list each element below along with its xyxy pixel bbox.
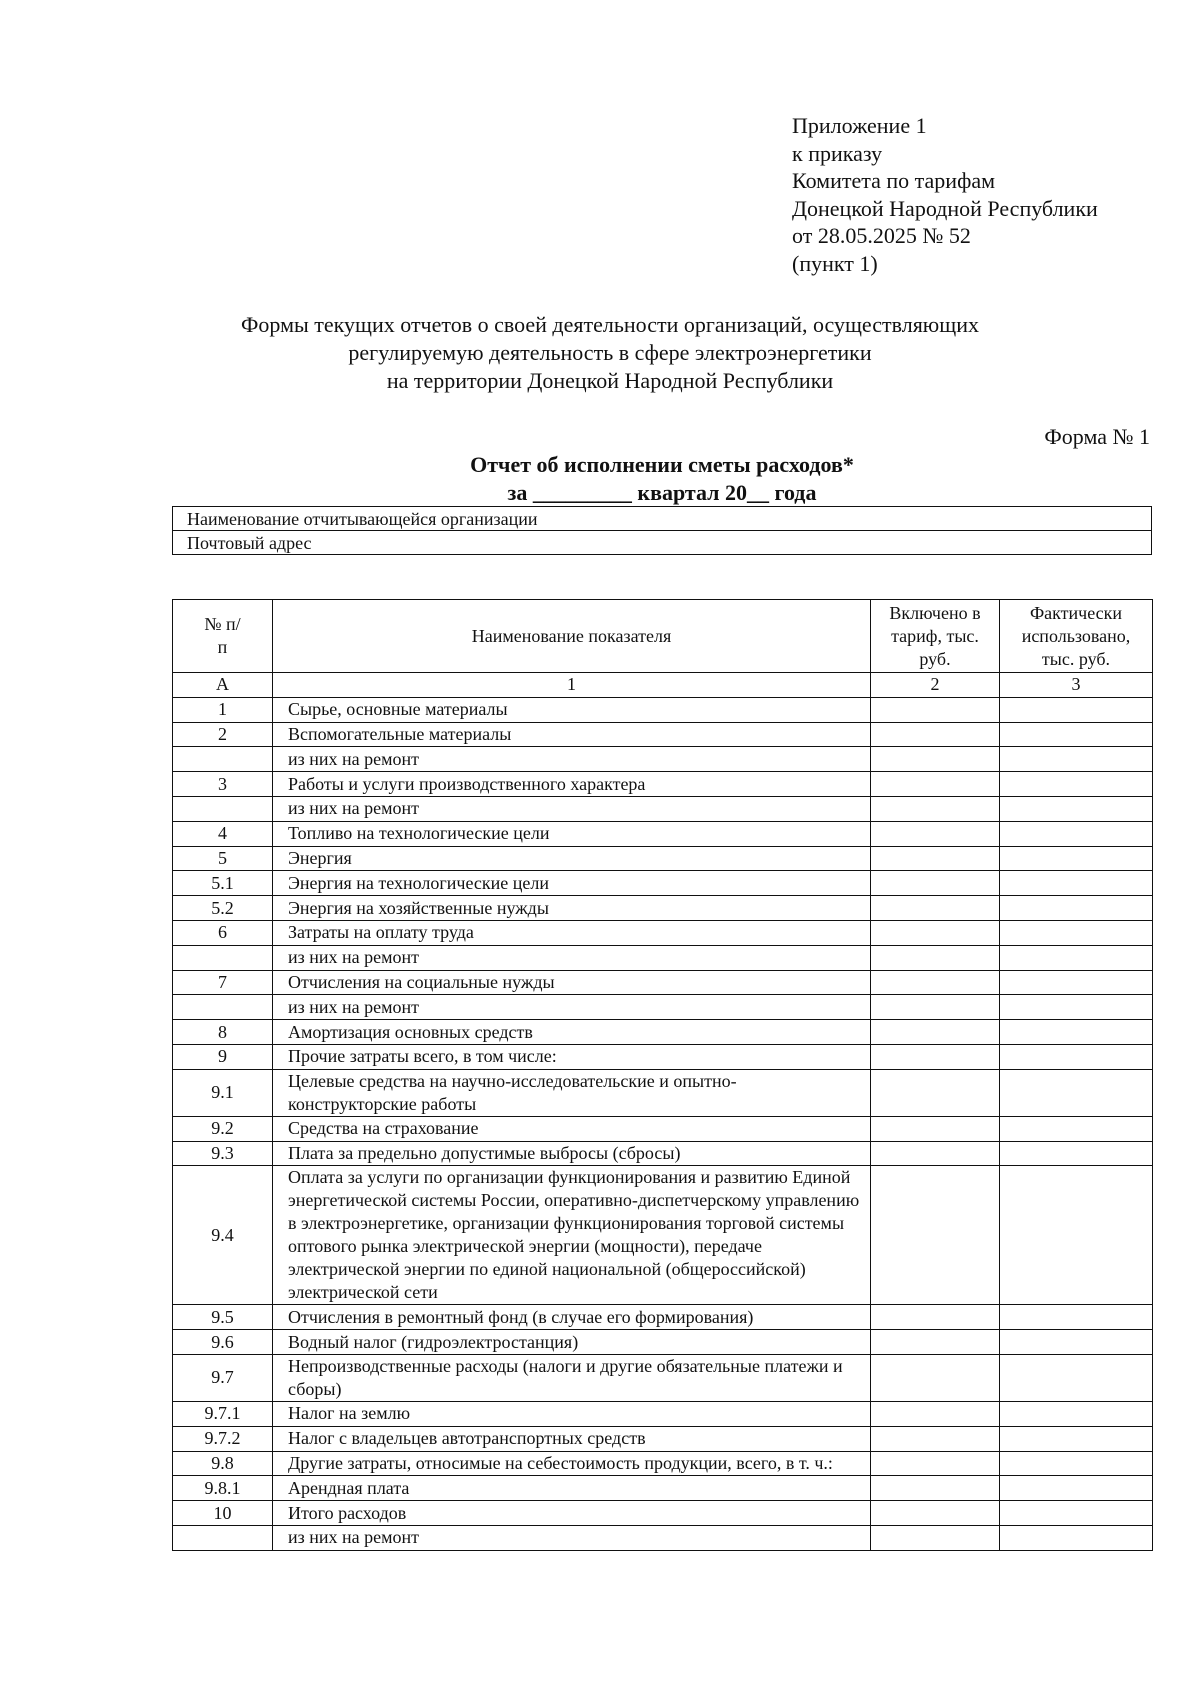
- row-indicator-name: Амортизация основных средств: [273, 1020, 871, 1045]
- row-indicator-name: Оплата за услуги по организации функционирования и развитию Единой энергетической системы России, оперативно-диспетчерскому управлению в электроэнергетике, организации функционирования торговой системы оптового рынка электрической энергии (мощности), передаче электрической энергии по единой национальной (общероссийской) электрической сети: [273, 1166, 871, 1305]
- row-number: 9.3: [173, 1141, 273, 1166]
- row-included-value[interactable]: [871, 1069, 1000, 1116]
- row-actual-value[interactable]: [1000, 1426, 1153, 1451]
- row-number: [173, 747, 273, 772]
- org-address-row: [173, 531, 1152, 555]
- row-number: 9.8.1: [173, 1476, 273, 1501]
- row-indicator-name: Другие затраты, относимые на себестоимость продукции, всего, в т. ч.:: [273, 1451, 871, 1476]
- row-actual-value[interactable]: [1000, 1451, 1153, 1476]
- index-cell: 1: [273, 673, 871, 698]
- row-included-value[interactable]: [871, 995, 1000, 1020]
- row-number: [173, 945, 273, 970]
- row-number: [173, 1525, 273, 1550]
- row-actual-value[interactable]: [1000, 1044, 1153, 1069]
- row-actual-value[interactable]: [1000, 920, 1153, 945]
- table-row: [173, 697, 1153, 722]
- row-included-value[interactable]: [871, 722, 1000, 747]
- row-indicator-name: Сырье, основные материалы: [273, 697, 871, 722]
- table-row: [173, 846, 1153, 871]
- title-line: Формы текущих отчетов о своей деятельности организаций, осуществляющих: [241, 312, 979, 337]
- row-indicator-name: Налог на землю: [273, 1401, 871, 1426]
- row-actual-value[interactable]: [1000, 1330, 1153, 1355]
- appendix-line: Приложение 1: [792, 113, 927, 138]
- index-cell: А: [173, 673, 273, 698]
- row-indicator-name: Энергия на технологические цели: [273, 871, 871, 896]
- title-line: регулируемую деятельность в сфере электроэнергетики: [348, 340, 872, 365]
- row-actual-value[interactable]: [1000, 1476, 1153, 1501]
- row-number: 6: [173, 920, 273, 945]
- row-number: 9.4: [173, 1166, 273, 1305]
- row-number: 9.7: [173, 1354, 273, 1401]
- row-number: 9: [173, 1044, 273, 1069]
- table-row: [173, 995, 1153, 1020]
- row-indicator-name: из них на ремонт: [273, 747, 871, 772]
- table-row: [173, 722, 1153, 747]
- row-actual-value[interactable]: [1000, 1305, 1153, 1330]
- org-name-row: [173, 507, 1152, 531]
- row-number: 9.5: [173, 1305, 273, 1330]
- table-row: [173, 796, 1153, 821]
- appendix-line: к приказу: [792, 140, 883, 166]
- index-cell: 3: [1000, 673, 1153, 698]
- row-actual-value[interactable]: [1000, 1401, 1153, 1426]
- organization-info-table: [172, 506, 1152, 555]
- row-indicator-name: Затраты на оплату труда: [273, 920, 871, 945]
- expense-report-table: [172, 599, 1153, 1551]
- row-indicator-name: Прочие затраты всего, в том числе:: [273, 1044, 871, 1069]
- row-actual-value[interactable]: [1000, 747, 1153, 772]
- row-actual-value[interactable]: [1000, 1166, 1153, 1305]
- table-row: [173, 1451, 1153, 1476]
- header-actual-text: Фактически использовано, тыс. руб.: [1021, 602, 1131, 669]
- table-row: [173, 1116, 1153, 1141]
- table-row: [173, 1354, 1153, 1401]
- table-row: [173, 920, 1153, 945]
- table-row: [173, 896, 1153, 921]
- row-number: 8: [173, 1020, 273, 1045]
- row-indicator-name: Работы и услуги производственного характера: [273, 772, 871, 797]
- table-body: [173, 697, 1153, 1550]
- row-included-value[interactable]: [871, 747, 1000, 772]
- header-name: Наименование показателя: [273, 600, 871, 673]
- table-row: [173, 1141, 1153, 1166]
- row-number: 9.7.1: [173, 1401, 273, 1426]
- row-indicator-name: из них на ремонт: [273, 945, 871, 970]
- row-included-value[interactable]: [871, 1501, 1000, 1526]
- row-actual-value[interactable]: [1000, 1354, 1153, 1401]
- index-cell: 2: [871, 673, 1000, 698]
- header-included-text: Включено в тариф, тыс. руб.: [889, 602, 981, 669]
- report-title: [172, 451, 1152, 507]
- row-actual-value[interactable]: [1000, 995, 1153, 1020]
- row-indicator-name: из них на ремонт: [273, 1525, 871, 1550]
- row-indicator-name: Непроизводственные расходы (налоги и другие обязательные платежи и сборы): [273, 1354, 871, 1401]
- table-row: [173, 821, 1153, 846]
- org-address-label: Почтовый адрес: [173, 531, 1152, 555]
- row-indicator-name: Целевые средства на научно-исследовательские и опытно-конструкторские работы: [273, 1069, 871, 1116]
- row-included-value[interactable]: [871, 1141, 1000, 1166]
- table-row: [173, 970, 1153, 995]
- row-number: 10: [173, 1501, 273, 1526]
- row-actual-value[interactable]: [1000, 970, 1153, 995]
- row-indicator-name: Топливо на технологические цели: [273, 821, 871, 846]
- report-title-line-2: за _________ квартал 20__ года: [507, 480, 817, 505]
- row-actual-value[interactable]: [1000, 1501, 1153, 1526]
- row-indicator-name: Отчисления в ремонтный фонд (в случае его формирования): [273, 1305, 871, 1330]
- row-indicator-name: Водный налог (гидроэлектростанция): [273, 1330, 871, 1355]
- row-included-value[interactable]: [871, 1330, 1000, 1355]
- header-num-text: № п/п: [204, 614, 241, 657]
- row-actual-value[interactable]: [1000, 1141, 1153, 1166]
- table-header-row: [173, 600, 1153, 673]
- row-included-value[interactable]: [871, 796, 1000, 821]
- row-number: 7: [173, 970, 273, 995]
- row-actual-value[interactable]: [1000, 722, 1153, 747]
- row-number: 2: [173, 722, 273, 747]
- row-number: 5.1: [173, 871, 273, 896]
- row-actual-value[interactable]: [1000, 1020, 1153, 1045]
- table-row: [173, 1020, 1153, 1045]
- row-included-value[interactable]: [871, 1166, 1000, 1305]
- header-num: [173, 600, 273, 673]
- report-title-line-1: Отчет об исполнении сметы расходов*: [470, 452, 854, 477]
- table-row: [173, 1330, 1153, 1355]
- row-indicator-name: из них на ремонт: [273, 796, 871, 821]
- row-included-value[interactable]: [871, 1525, 1000, 1550]
- row-included-value[interactable]: [871, 1116, 1000, 1141]
- row-indicator-name: Средства на страхование: [273, 1116, 871, 1141]
- row-actual-value[interactable]: [1000, 1116, 1153, 1141]
- title-line: на территории Донецкой Народной Республики: [386, 368, 834, 393]
- table-row: [173, 772, 1153, 797]
- header-included: [871, 600, 1000, 673]
- appendix-line: Донецкой Народной Республики: [792, 195, 1098, 221]
- row-number: 9.8: [173, 1451, 273, 1476]
- row-number: 4: [173, 821, 273, 846]
- row-included-value[interactable]: [871, 1044, 1000, 1069]
- row-included-value[interactable]: [871, 1451, 1000, 1476]
- row-indicator-name: Плата за предельно допустимые выбросы (сбросы): [273, 1141, 871, 1166]
- row-included-value[interactable]: [871, 970, 1000, 995]
- row-number: [173, 796, 273, 821]
- row-actual-value[interactable]: [1000, 846, 1153, 871]
- form-number: Форма № 1: [1044, 424, 1150, 449]
- row-number: 9.7.2: [173, 1426, 273, 1451]
- table-row: [173, 1305, 1153, 1330]
- row-actual-value[interactable]: [1000, 796, 1153, 821]
- row-included-value[interactable]: [871, 821, 1000, 846]
- table-row: [173, 1166, 1153, 1305]
- row-indicator-name: Арендная плата: [273, 1476, 871, 1501]
- row-included-value[interactable]: [871, 772, 1000, 797]
- table-row: [173, 1426, 1153, 1451]
- row-included-value[interactable]: [871, 1354, 1000, 1401]
- row-included-value[interactable]: [871, 945, 1000, 970]
- row-actual-value[interactable]: [1000, 821, 1153, 846]
- table-row: [173, 1069, 1153, 1116]
- row-included-value[interactable]: [871, 846, 1000, 871]
- row-number: 9.2: [173, 1116, 273, 1141]
- table-row: [173, 747, 1153, 772]
- row-number: 9.1: [173, 1069, 273, 1116]
- row-number: [173, 995, 273, 1020]
- table-row: [173, 1501, 1153, 1526]
- appendix-block: [792, 112, 1098, 277]
- appendix-line: Комитета по тарифам: [792, 168, 996, 193]
- table-row: [173, 945, 1153, 970]
- row-indicator-name: Отчисления на социальные нужды: [273, 970, 871, 995]
- row-actual-value[interactable]: [1000, 896, 1153, 921]
- table-index-row: [173, 673, 1153, 698]
- table-row: [173, 1525, 1153, 1550]
- row-indicator-name: Вспомогательные материалы: [273, 722, 871, 747]
- row-included-value[interactable]: [871, 896, 1000, 921]
- header-actual: [1000, 600, 1153, 673]
- row-indicator-name: Налог с владельцев автотранспортных средств: [273, 1426, 871, 1451]
- row-number: 1: [173, 697, 273, 722]
- row-indicator-name: Итого расходов: [273, 1501, 871, 1526]
- row-indicator-name: Энергия на хозяйственные нужды: [273, 896, 871, 921]
- row-included-value[interactable]: [871, 920, 1000, 945]
- org-name-label: Наименование отчитывающейся организации: [173, 507, 1152, 531]
- row-included-value[interactable]: [871, 1020, 1000, 1045]
- row-included-value[interactable]: [871, 1305, 1000, 1330]
- table-row: [173, 871, 1153, 896]
- row-actual-value[interactable]: [1000, 945, 1153, 970]
- row-number: 5: [173, 846, 273, 871]
- table-row: [173, 1044, 1153, 1069]
- row-number: 5.2: [173, 896, 273, 921]
- row-included-value[interactable]: [871, 1401, 1000, 1426]
- row-number: 3: [173, 772, 273, 797]
- row-included-value[interactable]: [871, 1426, 1000, 1451]
- row-included-value[interactable]: [871, 1476, 1000, 1501]
- row-indicator-name: из них на ремонт: [273, 995, 871, 1020]
- row-included-value[interactable]: [871, 697, 1000, 722]
- row-actual-value[interactable]: [1000, 772, 1153, 797]
- row-included-value[interactable]: [871, 871, 1000, 896]
- appendix-line: от 28.05.2025 № 52: [792, 223, 971, 248]
- table-row: [173, 1476, 1153, 1501]
- row-number: 9.6: [173, 1330, 273, 1355]
- row-indicator-name: Энергия: [273, 846, 871, 871]
- appendix-line: (пункт 1): [792, 250, 878, 276]
- document-title: [150, 311, 1070, 395]
- row-actual-value[interactable]: [1000, 871, 1153, 896]
- row-actual-value[interactable]: [1000, 697, 1153, 722]
- table-row: [173, 1401, 1153, 1426]
- row-actual-value[interactable]: [1000, 1525, 1153, 1550]
- row-actual-value[interactable]: [1000, 1069, 1153, 1116]
